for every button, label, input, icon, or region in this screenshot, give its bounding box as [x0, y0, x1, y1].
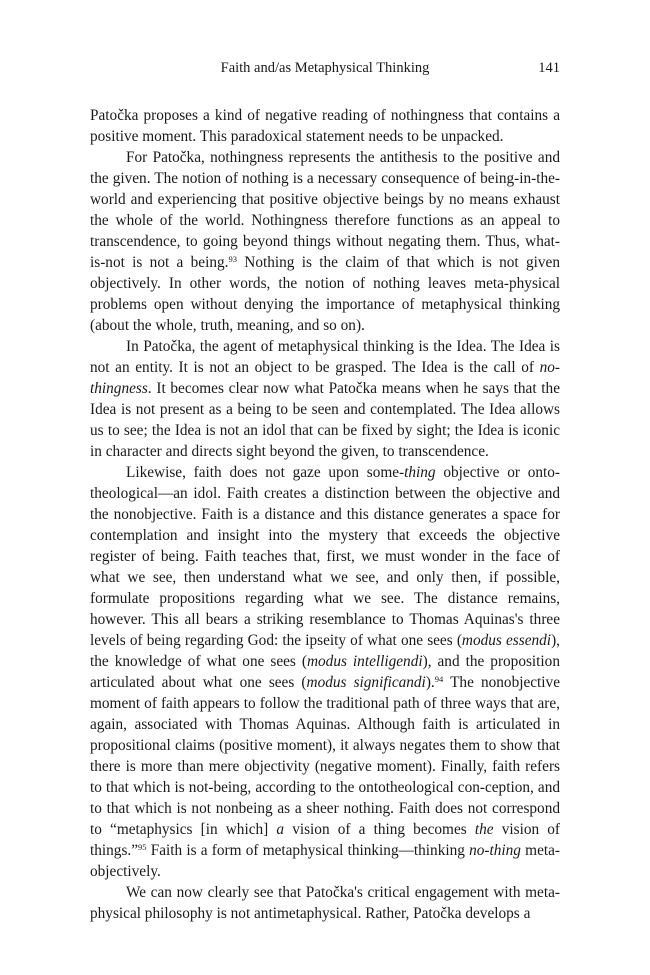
paragraph-3-text-b: . It becomes clear now what Patočka means when he says that the Idea is not present as a being to be seen and contemplated. The Idea allows us to see; the Idea is not an idol that can be fixed by sight; the Idea is iconic in character and directs sight beyond the given, to transcendence.	[90, 380, 560, 460]
paragraph-4-text-j: meta-objectively.	[90, 842, 560, 880]
paragraph-2	[90, 147, 560, 336]
paragraph-4-text-h: vision of things.”	[90, 821, 561, 859]
italic-no-thingness: no-thingness	[90, 359, 560, 397]
italic-modus-intelligendi: modus intelligendi	[306, 653, 423, 670]
page-number: 141	[538, 60, 560, 76]
footnote-ref-95: 95	[138, 842, 147, 852]
paragraph-4-text-a: Likewise, faith does not gaze upon some-	[126, 464, 405, 481]
paragraph-4	[90, 462, 560, 882]
italic-thing: thing	[404, 464, 436, 481]
italic-modus-significandi: modus significandi	[306, 674, 426, 691]
running-title: Faith and/as Metaphysical Thinking	[220, 60, 430, 76]
running-header	[90, 60, 560, 80]
paragraph-4-text-d: ), and the proposition articulated about what one sees (	[90, 653, 560, 691]
paragraph-4-text-b: objective or onto-theological—an idol. Faith creates a distinction between the objective and the nonobjective. Faith is a distance and this distance generates a space for contemplation and insight into the mystery that exceeds the objective register of being. Faith teaches that, first, we must wonder in the face of what we see, then understand what we see, and only then, if possible, formulate propositions regarding what we see. The distance remains, however. This all bears a striking resemblance to Thomas Aquinas's three levels of being regarding God: the ipseity of what one sees (	[90, 464, 561, 649]
body-text	[90, 105, 560, 924]
paragraph-4-text-e: ).	[425, 674, 435, 691]
italic-no-thing: no-thing	[469, 842, 521, 859]
paragraph-4-text-g: vision of a thing becomes	[284, 821, 475, 838]
paragraph-4-text-f: The nonobjective moment of faith appears to follow the traditional path of three ways that are, again, associated with Thomas Aquinas. Although faith is articulated in propositional claims (positive moment), it always negates them to show that there is more than mere objectivity (negative moment). Finally, faith refers to that which is not-being, according to the ontotheological con-ception, and to that which is not nonbeing as a sheer nothing. Faith does not correspond to “metaphysics [in which]	[90, 674, 560, 838]
paragraph-3	[90, 336, 560, 462]
paragraph-5: We can now clearly see that Patočka's critical engagement with meta-physical philosophy is not antimetaphysical. Rather, Patočka develops a	[90, 884, 560, 922]
paragraph-2-text-b: Nothing is the claim of that which is not given objectively. In other words, the notion of nothing leaves meta-physical problems open without denying the importance of metaphysical thinking (about the whole, truth, meaning, and so on).	[90, 254, 560, 334]
footnote-ref-94: 94	[434, 674, 444, 684]
paragraph-4-text-i: Faith is a form of metaphysical thinking—thinking	[146, 842, 470, 859]
paragraph-4-text-c: ), the knowledge of what one sees (	[90, 632, 560, 670]
italic-the: the	[474, 821, 494, 838]
paragraph-1: Patočka proposes a kind of negative reading of nothingness that contains a positive moment. This paradoxical statement needs to be unpacked.	[90, 107, 560, 145]
italic-a: a	[276, 821, 285, 838]
footnote-ref-93: 93	[228, 254, 237, 264]
italic-modus-essendi: modus essendi	[461, 632, 552, 649]
paragraph-3-text-a: In Patočka, the agent of metaphysical thinking is the Idea. The Idea is not an entity. It is not an object to be grasped. The Idea is the call of	[90, 338, 560, 376]
paragraph-2-text-a: For Patočka, nothingness represents the antithesis to the positive and the given. The notion of nothing is a necessary consequence of being-in-the-world and experiencing that positive objective beings by no means exhaust the whole of the world. Nothingness therefore functions as an appeal to transcendence, to going beyond things without negating them. Thus, what-is-not is not a being.	[90, 149, 560, 271]
